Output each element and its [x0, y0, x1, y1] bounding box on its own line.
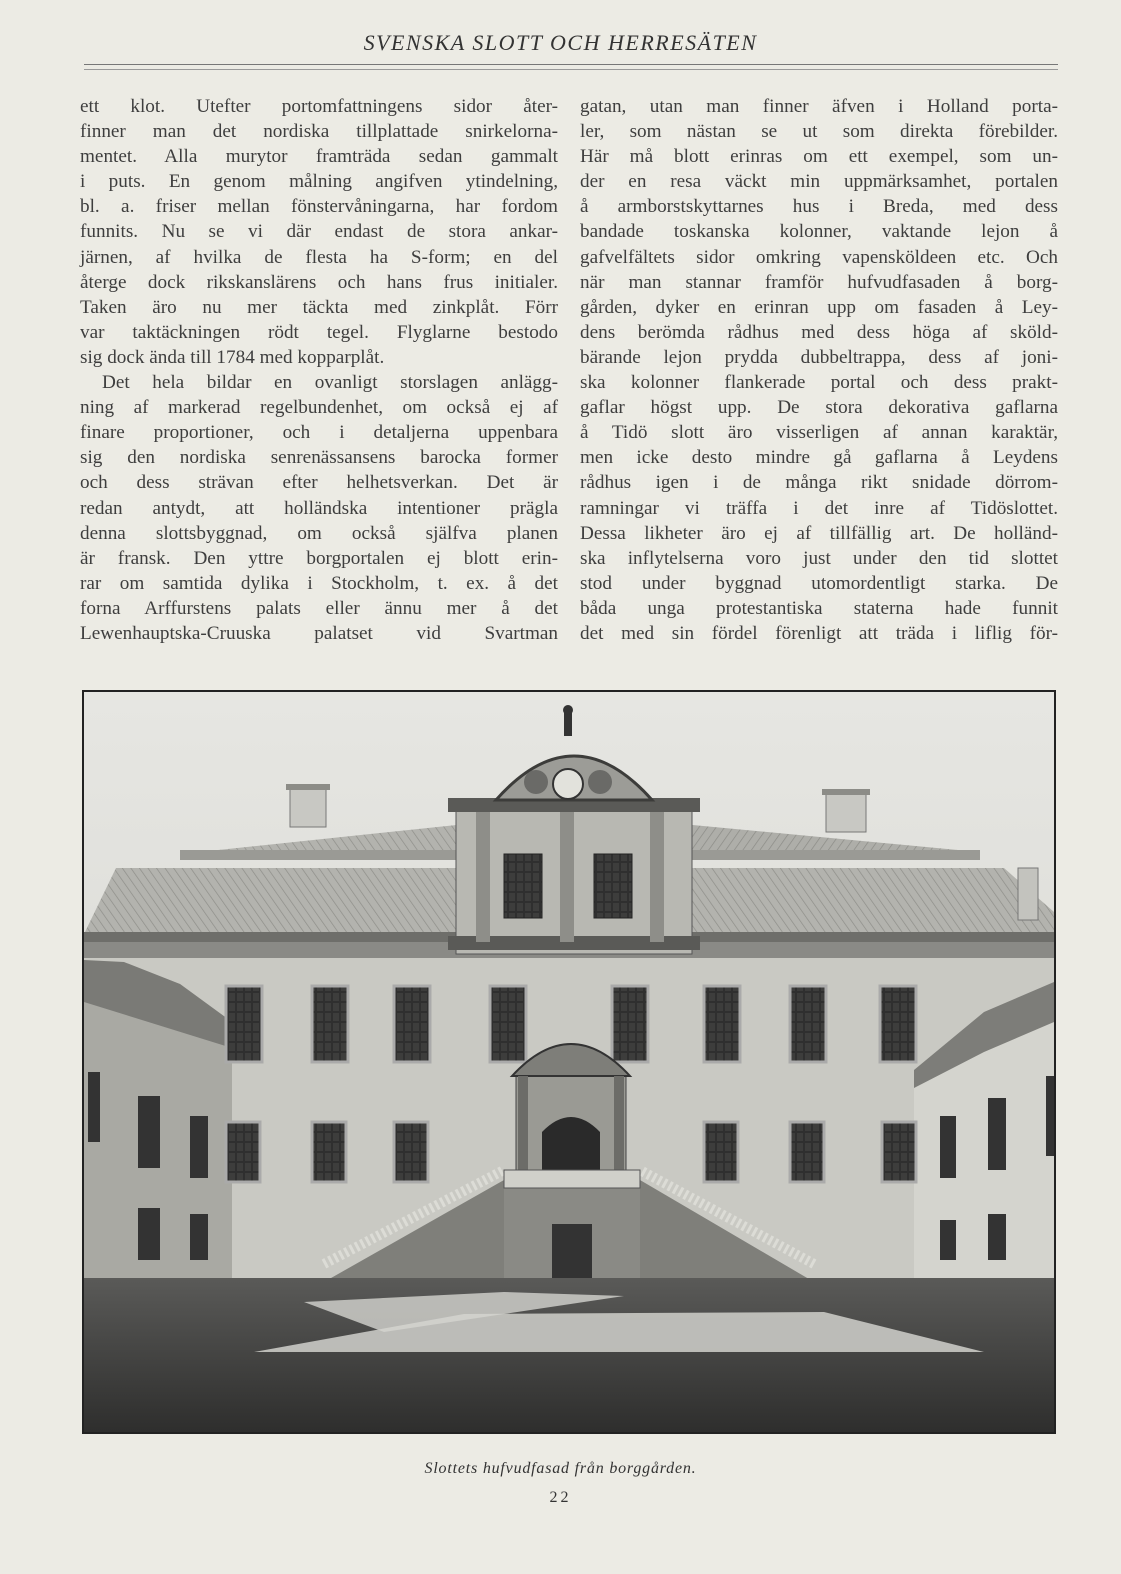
running-title: SVENSKA SLOTT OCH HERRESÄTEN — [363, 30, 758, 55]
text-line: denna slottsbyggnad, om också själfva planen — [80, 522, 558, 544]
text-line: redan antydt, att holländska intentioner prägla — [80, 497, 558, 519]
text-line: å Tidö slott äro visserligen af annan karaktär, — [580, 422, 1058, 444]
text-line: bandade toskanska kolonner, vaktande lejon å — [580, 221, 1058, 243]
text-line: är fransk. Den yttre borgportalen ej blott erin- — [80, 547, 558, 569]
gable-window — [594, 854, 632, 918]
text-line: Det hela bildar en ovanligt storslagen anlägg- — [102, 372, 558, 394]
text-line: sig dock ända till 1784 med kopparplåt. — [80, 346, 385, 368]
text-line: finner man det nordiska tillplattade snirkelorna- — [80, 121, 558, 143]
text-line: rådhus igen i de många rikt snidade dörrom- — [580, 472, 1058, 494]
text-line: Här må blott erinras om ett exempel, som un- — [580, 146, 1058, 168]
chimney — [290, 787, 326, 827]
gable-window — [504, 854, 542, 918]
chimney — [1018, 868, 1038, 920]
text-line: men icke desto mindre gå gaflarna å Leydens — [580, 447, 1058, 469]
text-line: ning af markerad regelbundenhet, om också ej af — [80, 397, 558, 419]
text-line: båda unga protestantiska staterna hade funnit — [580, 597, 1058, 619]
text-line: ska inflytelserna voro just under den tid slottet — [580, 547, 1058, 569]
text-line: rar om samtida dylika i Stockholm, t. ex. å det — [80, 572, 558, 594]
left-text-column — [80, 94, 558, 646]
header-rule-thin — [84, 69, 1058, 70]
text-line: Taken äro nu mer täckta med zinkplåt. Förr — [80, 296, 558, 318]
text-line: Lewenhauptska-Cruuska palatset vid Svartman — [80, 622, 558, 644]
clock-face — [553, 769, 583, 799]
figure-caption: Slottets hufvudfasad från borggården. — [424, 1460, 697, 1477]
text-line: forna Arffurstens palats eller ännu mer å det — [80, 597, 558, 619]
text-line: ramningar vi träffa i det inre af Tidöslottet. — [580, 497, 1058, 519]
text-line: ett klot. Utefter portomfattningens sidor åter- — [80, 96, 558, 117]
text-line: gaflar högst upp. De stora dekorativa gaflarna — [580, 397, 1058, 419]
text-line: bl. a. friser mellan fönstervåningarna, har fordom — [80, 196, 558, 218]
text-line: mentet. Alla murytor framträda sedan gammalt — [80, 146, 558, 168]
chimney — [826, 792, 866, 832]
text-line: järnen, af hvilka de flesta ha S-form; en del — [80, 246, 558, 268]
castle-facade-illustration — [84, 692, 1054, 1432]
text-line: ler, som nästan se ut som direkta förebilder. — [580, 121, 1058, 143]
text-line: finare proportioner, och i detaljerna uppenbara — [80, 422, 558, 444]
lower-door — [552, 1224, 592, 1282]
text-line: dens berömda rådhus med dess höga af sköld- — [580, 321, 1058, 343]
text-line: när man stannar framför hufvudfasaden å borg- — [580, 271, 1058, 293]
header-rule-thick — [84, 64, 1058, 65]
text-line: funnits. Nu se vi där endast de stora ankar- — [80, 221, 558, 243]
text-line: sig den nordiska senrenässansens barocka former — [80, 447, 558, 469]
text-line: å armborstskyttarnes hus i Breda, med dess — [580, 196, 1058, 218]
text-line: och dess strävan efter helhetsverkan. Det är — [80, 472, 558, 494]
text-line: gafvelfältets sidor omkring vapensköldeen etc. Och — [580, 246, 1058, 268]
text-line: stod under byggnad utomordentligt starka. De — [580, 572, 1058, 594]
text-line: återge dock rikskanslärens och hans frus initialer. — [80, 271, 558, 293]
page-number: 22 — [549, 1489, 572, 1506]
text-line: var taktäckningen rödt tegel. Flyglarne bestodo — [80, 321, 558, 343]
text-line: i puts. En genom målning angifven ytindelning, — [80, 171, 558, 193]
text-line: ska kolonner flankerade portal och dess prakt- — [580, 372, 1058, 394]
text-line: det med sin fördel förenligt att träda i liflig för- — [580, 622, 1058, 644]
text-line: der en resa väckt min uppmärksamhet, portalen — [580, 171, 1058, 193]
right-text-column — [580, 94, 1058, 646]
text-line: bärande lejon prydda dubbeltrappa, dess af joni- — [580, 346, 1058, 368]
text-line: Dessa likheter äro ej af tillfällig art. De holländ- — [580, 522, 1058, 544]
text-line: gatan, utan man finner äfven i Holland porta- — [580, 96, 1058, 117]
castle-courtyard-facade-photo — [82, 690, 1056, 1434]
text-line: gården, dyker en erinran upp om fasaden å Ley- — [580, 296, 1058, 318]
